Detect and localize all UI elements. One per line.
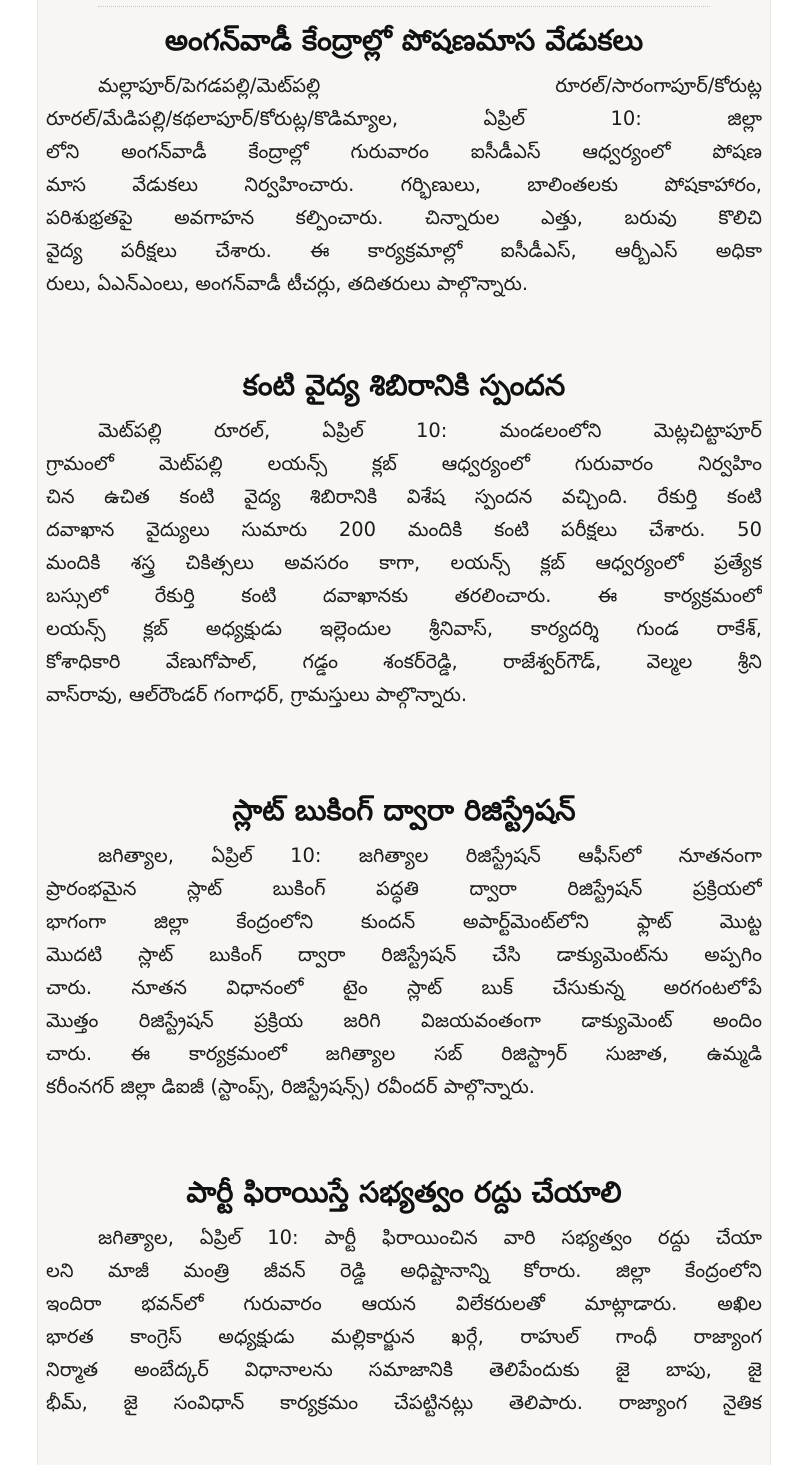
torn-top-edge	[98, 0, 710, 7]
article-slot-booking	[38, 790, 770, 1103]
body-line: చారు. ఈ కార్యక్రమంలో జగిత్యాల సబ్ రిజిస్ట్రార్ సుజాత, ఉమ్మడి	[46, 1042, 762, 1065]
body-line: మల్లాపూర్/పెగడపల్లి/మెట్‌పల్లి రూరల్/సారంగాపూర్/కోరుట్ల	[98, 74, 762, 97]
article-poshan-maasam	[38, 20, 770, 300]
article-body	[46, 1221, 762, 1419]
body-line: ప్రారంభమైన స్లాట్ బుకింగ్ పద్ధతి ద్వారా రిజిస్ట్రేషన్ ప్రక్రియలో	[46, 877, 762, 900]
article-headline: పార్టీ ఫిరాయిస్తే సభ్యత్వం రద్దు చేయాలి	[186, 1175, 622, 1209]
body-line: భీమ్, జై సంవిధాన్ కార్యక్రమం చేపట్టినట్లు తెలిపారు. రాజ్యాంగ నైతిక	[46, 1391, 762, 1414]
body-line: నిర్మాత అంబేద్కర్ విధానాలను సమాజానికి తెలిపేందుకు జై బాపు, జై	[46, 1358, 762, 1381]
article-body	[46, 839, 762, 1103]
article-headline: అంగన్‌వాడీ కేంద్రాల్లో పోషణమాస వేడుకలు	[164, 23, 644, 57]
body-line: లోని అంగన్‌వాడీ కేంద్రాల్లో గురువారం ఐసీడీఎస్ ఆధ్వర్యంలో పోషణ	[46, 140, 762, 163]
body-line: వైద్య పరీక్షలు చేశారు. ఈ కార్యక్రమాల్లో ఐసీడీఎస్, ఆర్బీఎస్ అధికా	[46, 239, 762, 262]
body-line: పరిశుభ్రతపై అవగాహన కల్పించారు. చిన్నారుల ఎత్తు, బరువు కొలిచి	[46, 206, 762, 229]
article-headline: కంటి వైద్య శిబిరానికి స్పందన	[242, 368, 566, 402]
body-line: లని మాజీ మంత్రి జీవన్ రెడ్డి అధిష్టానాన్ని కోరారు. జిల్లా కేంద్రంలోని	[46, 1259, 762, 1282]
body-line: చిన ఉచిత కంటి వైద్య శిబిరానికి విశేష స్పందన వచ్చింది. రేకుర్తి కంటి	[46, 485, 762, 508]
body-line: గ్రామంలో మెట్‌పల్లి లయన్స్ క్లబ్ ఆధ్వర్యంలో గురువారం నిర్వహిం	[46, 452, 762, 475]
newspaper-clipping	[38, 0, 770, 1465]
body-line: భారత కాంగ్రెస్ అధ్యక్షుడు మల్లికార్జున ఖర్గే, రాహుల్ గాంధీ రాజ్యాంగ	[46, 1325, 762, 1348]
body-line: ఇందిరా భవన్‌లో గురువారం ఆయన విలేకరులతో మాట్లాడారు. అఖిల	[46, 1292, 762, 1315]
article-party-defection	[38, 1172, 770, 1419]
body-line: మొదటి స్లాట్ బుకింగ్ ద్వారా రిజిస్ట్రేషన్ చేసి డాక్యుమెంట్‌ను అప్పగిం	[46, 943, 762, 966]
body-line: చారు. నూతన విధానంలో టైం స్లాట్ బుక్ చేసుకున్న అరగంటలోపే	[46, 976, 762, 999]
body-line: రులు, ఏఎన్ఎంలు, అంగన్‌వాడీ టీచర్లు, తదితరులు పాల్గొన్నారు.	[46, 272, 529, 295]
body-line: మందికి శస్త్ర చికిత్సలు అవసరం కాగా, లయన్స్ క్లబ్ ఆధ్వర్యంలో ప్రత్యేక	[46, 551, 762, 574]
body-line: లయన్స్ క్లబ్ అధ్యక్షుడు ఇల్లెందుల శ్రీనివాస్, కార్యదర్శి గుండ రాకేశ్,	[46, 617, 762, 640]
article-eye-camp	[38, 365, 770, 711]
body-line: మెట్‌పల్లి రూరల్, ఏప్రిల్ 10: మండలంలోని మెట్లచిట్టాపూర్	[98, 419, 762, 442]
body-line: మొత్తం రిజిస్ట్రేషన్ ప్రక్రియ జరిగి విజయవంతంగా డాక్యుమెంట్ అందిం	[46, 1009, 762, 1032]
body-line: కోశాధికారి వేణుగోపాల్, గడ్డం శంకర్‌రెడ్డి, రాజేశ్వర్‌గౌడ్, వెల్మల శ్రీని	[46, 650, 762, 673]
body-line: జగిత్యాల, ఏప్రిల్ 10: పార్టీ ఫిరాయించిన వారి సభ్యత్వం రద్దు చేయా	[98, 1226, 762, 1249]
body-line: భాగంగా జిల్లా కేంద్రంలోని కుందన్ అపార్ట్‌మెంట్‌లోని ఫ్లాట్ మొట్ట	[46, 910, 762, 933]
body-line: రూరల్/మేడిపల్లి/కథలాపూర్/కోరుట్ల/కొడిమ్యాల, ఏప్రిల్ 10: జిల్లా	[46, 107, 762, 130]
article-body	[46, 69, 762, 300]
body-line: మాస వేడుకలు నిర్వహించారు. గర్భిణులు, బాలింతలకు పోషకాహారం,	[46, 173, 762, 196]
body-line: జగిత్యాల, ఏప్రిల్ 10: జగిత్యాల రిజిస్ట్రేషన్ ఆఫీస్‌లో నూతనంగా	[98, 844, 762, 867]
body-line: కరీంనగర్ జిల్లా డిఐజీ (స్టాంప్స్, రిజిస్ట్రేషన్స్) రవీందర్ పాల్గొన్నారు.	[46, 1075, 536, 1098]
body-line: బస్సులో రేకుర్తి కంటి దవాఖానకు తరలించారు. ఈ కార్యక్రమంలో	[46, 584, 762, 607]
article-body	[46, 414, 762, 711]
article-headline: స్లాట్ బుకింగ్ ద్వారా రిజిస్ట్రేషన్	[232, 793, 576, 827]
body-line: వాస్‌రావు, ఆల్‌రౌండర్ గంగాధర్, గ్రామస్తులు పాల్గొన్నారు.	[46, 683, 468, 706]
body-line: దవాఖాన వైద్యులు సుమారు 200 మందికి కంటి పరీక్షలు చేశారు. 50	[46, 518, 762, 541]
